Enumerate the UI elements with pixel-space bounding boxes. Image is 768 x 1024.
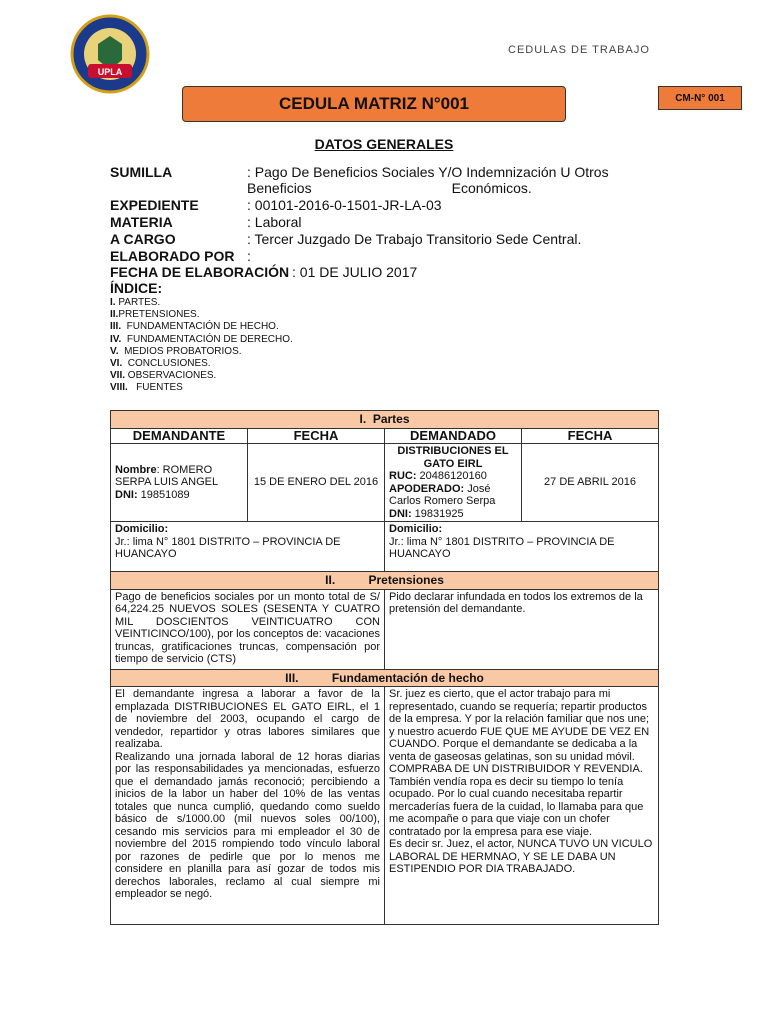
index-item: V. MEDIOS PROBATORIOS. [110,346,242,357]
hecho-demandado: Sr. juez es cierto, que el actor trabajo para mi representado, cuando se requería; repartir productos de la empresa. Y por la relación familiar que nos une; y nuestro acuerdo FUE QUE ME AYUDE DE VEZ EN CUANDO. Porque el demandante se dedicaba a la venta de gaseosas gelatinas, son su unidad móvil. COMPRABA DE UN DISTRIBUIDOR Y REVENDIA. También vendía ropa es decir su tiempo lo tenía ocupado. Por lo cual cuando necesitaba repartir mercaderías fuera de la cuidad, lo llamaba para que me acompañe o para que viaje con un chofer contratado por la empresa para ese viaje. Es decir sr. Juez, el actor, NUNCA TUVO UN VICULO LABORAL DE HERMNAO, Y SE LE DABA UN ESTIPENDIO POR DIA TRABAJADO. [385,687,659,925]
pretension-demandante: Pago de beneficios sociales por un monto total de S/ 64,224.25 NUEVOS SOLES (SESENTA Y CUATRO MIL DOSCIENTOS VEINTICUATRO CON VEINTICINCO/100), por los conceptos de: vacaciones truncas, gratificaciones truncas, compensación por tiempo de servicio (CTS) [111,589,385,669]
svg-text:UPLA: UPLA [97,67,123,77]
col-demandado: DEMANDADO [385,428,522,444]
field-value-cont: Beneficios Económicos. [247,180,532,196]
pretension-demandado: Pido declarar infundada en todos los extremos de la pretensión del demandante. [385,589,659,669]
case-table [110,410,659,925]
index-item: VII. OBSERVACIONES. [110,370,217,381]
university-logo [70,14,150,94]
page-title: CEDULA MATRIZ N°001 [182,86,566,122]
fecha-demandado: 27 DE ABRIL 2016 [522,444,659,522]
demandante-cell: Nombre: ROMERO SERPA LUIS ANGEL DNI: 19851089 [111,444,248,522]
fecha-demandante: 15 DE ENERO DEL 2016 [248,444,385,522]
partes-header: I. Partes [111,411,659,429]
field-label: SUMILLA [110,164,173,180]
hecho-demandante: El demandante ingresa a laborar a favor de la emplazada DISTRIBUCIONES EL GATO EIRL, el 1 de noviembre del 2003, ocupando el cargo de vendedor, repartidor y otras labores similares que realizaba. Realizando una jornada laboral de 12 horas diarias por las responsabilidades ya mencionadas, esfuerzo que el demandado jamás reconoció; percibiendo a inicios de la labor un haber del 10% de las ventas totales que nunca cumplió, quedando como sueldo básico de s/1000.00 (mil nuevos soles 00/100), cesando mis servicios para mi empleador el 30 de noviembre del 2015 rompiendo todo vínculo laboral por razones de pedirle que por lo menos me considere en planilla para así gozar de todos mis derechos laborales, reclamo al cual siempre mi empleador se negó. [111,687,385,925]
index-item: VIII. FUENTES [110,382,183,393]
index-item: VI. CONCLUSIONES. [110,358,211,369]
col-fecha: FECHA [248,428,385,444]
col-demandante: DEMANDANTE [111,428,248,444]
field-value: : 01 DE JULIO 2017 [292,264,418,280]
field-sumilla [110,164,670,198]
field-value: : 00101-2016-0-1501-JR-LA-03 [247,197,442,213]
field-materia [110,214,670,231]
field-a-cargo [110,231,670,248]
field-expediente [110,197,670,214]
header-text: CEDULAS DE TRABAJO [508,44,650,56]
index-item: III. FUNDAMENTACIÓN DE HECHO. [110,321,279,332]
col-fecha: FECHA [522,428,659,444]
field-fecha-elaboracion [110,264,670,281]
field-value: : Laboral [247,214,302,230]
domicilio-demandante: Domicilio: Jr.: lima N° 1801 DISTRITO – PROVINCIA DE HUANCAYO [111,522,385,572]
field-label: ELABORADO POR [110,248,235,264]
field-label: MATERIA [110,214,173,230]
section-heading: DATOS GENERALES [314,136,454,152]
index-item: II.PRETENSIONES. [110,309,200,320]
field-label: FECHA DE ELABORACIÓN [110,264,290,280]
field-label: A CARGO [110,231,176,247]
field-value: : [247,248,251,264]
field-elaborado-por [110,248,670,265]
demandado-cell: DISTRIBUCIONES EL GATO EIRL RUC: 20486120160 APODERADO: José Carlos Romero Serpa DNI: 19831925 [385,444,522,522]
domicilio-demandado: Domicilio: Jr.: lima N° 1801 DISTRITO – PROVINCIA DE HUANCAYO [385,522,659,572]
field-label: EXPEDIENTE [110,197,199,213]
index-item: I. PARTES. [110,297,161,308]
field-value: : Pago De Beneficios Sociales Y/O Indemnización U Otros [247,164,609,180]
index-title: ÍNDICE: [110,280,163,296]
code-badge: CM-N° 001 [658,86,742,110]
index-item: IV. FUNDAMENTACIÓN DE DERECHO. [110,334,293,345]
pretensiones-header: II. Pretensiones [111,572,659,590]
hecho-header: III. Fundamentación de hecho [111,669,659,687]
field-value: : Tercer Juzgado De Trabajo Transitorio Sede Central. [247,231,582,247]
